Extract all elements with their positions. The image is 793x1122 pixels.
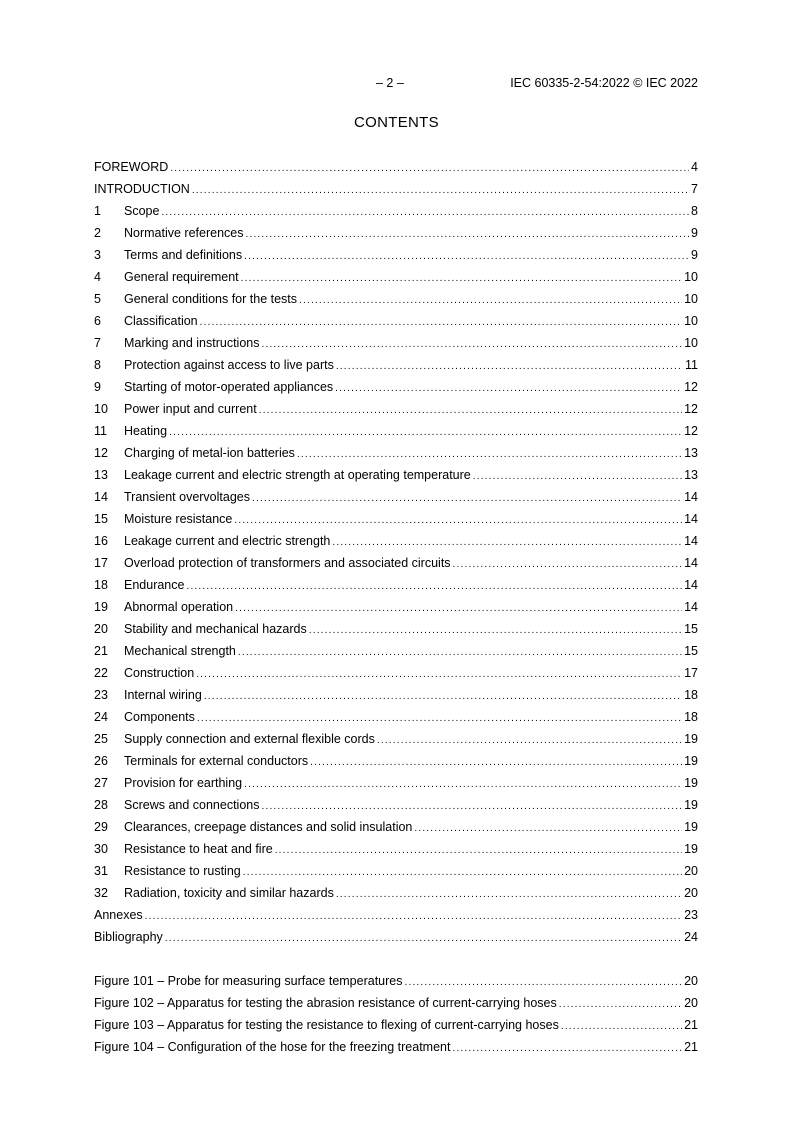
toc-entry-label: FOREWORD	[94, 160, 169, 174]
toc-entry-page: 18	[684, 688, 698, 702]
toc-clause-entry[interactable]	[94, 333, 698, 355]
toc-entry-page: 4	[691, 160, 698, 174]
toc-figure-entry[interactable]	[94, 971, 698, 993]
toc-entry-page: 14	[684, 534, 698, 548]
toc-figure-entry[interactable]	[94, 1037, 698, 1059]
dot-leader	[192, 181, 689, 201]
toc-clause-entry[interactable]	[94, 575, 698, 597]
toc-entry-label: Normative references	[124, 226, 244, 240]
toc-entry-page: 9	[691, 248, 698, 262]
toc-entry-label: Power input and current	[124, 402, 257, 416]
toc-entry-number: 30	[94, 842, 108, 856]
toc-entry-page: 14	[684, 556, 698, 570]
toc-entry-page: 21	[684, 1018, 698, 1032]
toc-entry-label: Components	[124, 710, 195, 724]
toc-entry-page: 24	[684, 930, 698, 944]
toc-entry-label: Screws and connections	[124, 798, 260, 812]
table-of-contents	[94, 157, 698, 1059]
toc-entry-label: Construction	[124, 666, 195, 680]
toc-entry-label: Scope	[124, 204, 160, 218]
dot-leader	[196, 665, 682, 685]
toc-entry-page: 23	[684, 908, 698, 922]
section-spacer	[94, 949, 698, 971]
toc-clause-entry[interactable]	[94, 465, 698, 487]
toc-clause-entry[interactable]	[94, 685, 698, 707]
dot-leader	[377, 731, 682, 751]
dot-leader	[197, 709, 682, 729]
toc-entry-label: Transient overvoltages	[124, 490, 250, 504]
dot-leader	[453, 555, 683, 575]
toc-entry[interactable]	[94, 179, 698, 201]
toc-clause-entry[interactable]	[94, 509, 698, 531]
toc-clause-entry[interactable]	[94, 487, 698, 509]
toc-figure-entry[interactable]	[94, 1015, 698, 1037]
toc-entry-label: Stability and mechanical hazards	[124, 622, 307, 636]
toc-clause-entry[interactable]	[94, 751, 698, 773]
toc-entry-page: 20	[684, 974, 698, 988]
toc-entry-page: 13	[684, 446, 698, 460]
toc-clause-entry[interactable]	[94, 641, 698, 663]
toc-clause-entry[interactable]	[94, 729, 698, 751]
toc-clause-entry[interactable]	[94, 267, 698, 289]
toc-entry-label: Abnormal operation	[124, 600, 234, 614]
toc-clause-entry[interactable]	[94, 245, 698, 267]
toc-entry-label: Figure 101 – Probe for measuring surface temperatures	[94, 974, 403, 988]
toc-entry-label: Figure 103 – Apparatus for testing the resistance to flexing of current-carrying hoses	[94, 1018, 559, 1032]
toc-clause-entry[interactable]	[94, 443, 698, 465]
toc-entry-label: Terminals for external conductors	[124, 754, 309, 768]
toc-entry-number: 2	[94, 226, 101, 240]
dot-leader	[335, 379, 682, 399]
toc-entry-number: 4	[94, 270, 101, 284]
toc-clause-entry[interactable]	[94, 817, 698, 839]
toc-clause-entry[interactable]	[94, 399, 698, 421]
toc-entry-number: 3	[94, 248, 101, 262]
toc-entry[interactable]	[94, 905, 698, 927]
toc-clause-entry[interactable]	[94, 201, 698, 223]
toc-clause-entry[interactable]	[94, 553, 698, 575]
toc-entry-number: 5	[94, 292, 101, 306]
toc-entry-label: Heating	[124, 424, 168, 438]
dot-leader	[332, 533, 682, 553]
toc-entry-label: Endurance	[124, 578, 185, 592]
toc-entry-label: General requirement	[124, 270, 239, 284]
toc-entry-label: General conditions for the tests	[124, 292, 298, 306]
toc-entry-page: 15	[684, 622, 698, 636]
toc-entry-label: Annexes	[94, 908, 143, 922]
toc-entry-label: Resistance to heat and fire	[124, 842, 273, 856]
toc-entry-page: 19	[684, 776, 698, 790]
standard-reference: IEC 60335-2-54:2022 © IEC 2022	[510, 76, 698, 90]
toc-entry-number: 24	[94, 710, 108, 724]
dot-leader	[414, 819, 682, 839]
toc-entry-page: 12	[684, 402, 698, 416]
dot-leader	[161, 203, 689, 223]
toc-clause-entry[interactable]	[94, 421, 698, 443]
toc-entry-page: 20	[684, 996, 698, 1010]
dot-leader	[165, 929, 682, 949]
toc-entry-label: Marking and instructions	[124, 336, 260, 350]
toc-entry-number: 22	[94, 666, 108, 680]
toc-entry-page: 10	[684, 314, 698, 328]
toc-entry-page: 10	[684, 292, 698, 306]
toc-clause-entry[interactable]	[94, 861, 698, 883]
toc-entry-number: 13	[94, 468, 108, 482]
toc-entry-label: Overload protection of transformers and associated circuits	[124, 556, 451, 570]
toc-entry-page: 9	[691, 226, 698, 240]
dot-leader	[204, 687, 682, 707]
dot-leader	[262, 797, 683, 817]
dot-leader	[336, 357, 683, 377]
toc-entry-page: 19	[684, 798, 698, 812]
dot-leader	[241, 269, 682, 289]
toc-entry-number: 21	[94, 644, 108, 658]
toc-entry-number: 17	[94, 556, 108, 570]
toc-entry-page: 12	[684, 424, 698, 438]
toc-clause-entry[interactable]	[94, 597, 698, 619]
page-header	[94, 76, 698, 92]
dot-leader	[145, 907, 682, 927]
toc-entry-page: 20	[684, 886, 698, 900]
toc-entry-page: 15	[684, 644, 698, 658]
dot-leader	[246, 225, 690, 245]
dot-leader	[234, 511, 682, 531]
toc-entry-page: 19	[684, 820, 698, 834]
toc-entry-label: Leakage current and electric strength at operating temperature	[124, 468, 471, 482]
dot-leader	[261, 335, 682, 355]
toc-entry-number: 9	[94, 380, 101, 394]
toc-entry-page: 20	[684, 864, 698, 878]
toc-entry-number: 16	[94, 534, 108, 548]
toc-entry-number: 27	[94, 776, 108, 790]
toc-entry-number: 26	[94, 754, 108, 768]
toc-clause-entry[interactable]	[94, 355, 698, 377]
toc-entry-label: INTRODUCTION	[94, 182, 190, 196]
toc-entry-page: 18	[684, 710, 698, 724]
toc-entry-number: 28	[94, 798, 108, 812]
toc-entry-number: 32	[94, 886, 108, 900]
dot-leader	[170, 159, 689, 179]
toc-entry-page: 7	[691, 182, 698, 196]
dot-leader	[259, 401, 682, 421]
toc-entry-label: Bibliography	[94, 930, 163, 944]
dot-leader	[473, 467, 682, 487]
toc-entry-number: 12	[94, 446, 108, 460]
page-number: – 2 –	[376, 76, 404, 90]
toc-entry-number: 11	[94, 424, 107, 438]
toc-clause-entry[interactable]	[94, 883, 698, 905]
dot-leader	[243, 863, 682, 883]
dot-leader	[235, 599, 682, 619]
dot-leader	[336, 885, 682, 905]
dot-leader	[238, 643, 682, 663]
toc-entry-number: 6	[94, 314, 101, 328]
toc-entry-label: Charging of metal-ion batteries	[124, 446, 295, 460]
toc-clause-entry[interactable]	[94, 289, 698, 311]
dot-leader	[169, 423, 682, 443]
toc-entry-label: Resistance to rusting	[124, 864, 241, 878]
dot-leader	[405, 973, 683, 993]
toc-entry-number: 1	[94, 204, 101, 218]
toc-entry-number: 8	[94, 358, 101, 372]
toc-entry-page: 10	[684, 270, 698, 284]
toc-entry-page: 14	[684, 512, 698, 526]
toc-entry-number: 15	[94, 512, 108, 526]
toc-clause-entry[interactable]	[94, 773, 698, 795]
toc-entry-page: 8	[691, 204, 698, 218]
toc-entry-page: 19	[684, 732, 698, 746]
toc-clause-entry[interactable]	[94, 619, 698, 641]
dot-leader	[309, 621, 682, 641]
toc-entry-label: Internal wiring	[124, 688, 202, 702]
dot-leader	[310, 753, 682, 773]
toc-entry-number: 25	[94, 732, 108, 746]
toc-entry-page: 14	[684, 600, 698, 614]
dot-leader	[244, 775, 682, 795]
toc-entry-number: 31	[94, 864, 108, 878]
toc-entry-page: 19	[684, 754, 698, 768]
toc-entry-label: Supply connection and external flexible cords	[124, 732, 375, 746]
toc-entry-number: 23	[94, 688, 108, 702]
toc-entry-label: Mechanical strength	[124, 644, 236, 658]
toc-entry-page: 14	[684, 578, 698, 592]
dot-leader	[244, 247, 689, 267]
toc-entry-page: 12	[684, 380, 698, 394]
toc-entry-label: Moisture resistance	[124, 512, 233, 526]
toc-clause-entry[interactable]	[94, 707, 698, 729]
dot-leader	[200, 313, 682, 333]
dot-leader	[299, 291, 682, 311]
dot-leader	[252, 489, 682, 509]
toc-clause-entry[interactable]	[94, 311, 698, 333]
dot-leader	[561, 1017, 682, 1037]
toc-clause-entry[interactable]	[94, 531, 698, 553]
toc-entry-page: 13	[684, 468, 698, 482]
toc-entry-page: 19	[684, 842, 698, 856]
toc-entry-number: 10	[94, 402, 108, 416]
toc-clause-entry[interactable]	[94, 795, 698, 817]
toc-figure-entry[interactable]	[94, 993, 698, 1015]
toc-entry-label: Figure 102 – Apparatus for testing the abrasion resistance of current-carrying hoses	[94, 996, 557, 1010]
toc-entry-number: 14	[94, 490, 108, 504]
toc-entry-page: 11	[685, 358, 698, 372]
toc-entry-number: 7	[94, 336, 101, 350]
toc-entry-number: 29	[94, 820, 108, 834]
toc-entry-label: Leakage current and electric strength	[124, 534, 331, 548]
toc-entry-label: Starting of motor-operated appliances	[124, 380, 334, 394]
page-title: CONTENTS	[354, 114, 439, 131]
toc-entry-label: Radiation, toxicity and similar hazards	[124, 886, 334, 900]
toc-entry-number: 18	[94, 578, 108, 592]
toc-entry-number: 19	[94, 600, 108, 614]
toc-entry-label: Clearances, creepage distances and solid insulation	[124, 820, 413, 834]
toc-clause-entry[interactable]	[94, 663, 698, 685]
toc-entry-page: 21	[684, 1040, 698, 1054]
toc-clause-entry[interactable]	[94, 223, 698, 245]
dot-leader	[452, 1039, 682, 1059]
toc-entry-page: 14	[684, 490, 698, 504]
toc-entry-label: Terms and definitions	[124, 248, 243, 262]
toc-entry-number: 20	[94, 622, 108, 636]
toc-entry-label: Protection against access to live parts	[124, 358, 334, 372]
toc-entry-label: Provision for earthing	[124, 776, 243, 790]
toc-entry-label: Figure 104 – Configuration of the hose for the freezing treatment	[94, 1040, 451, 1054]
toc-entry-page: 10	[684, 336, 698, 350]
toc-clause-entry[interactable]	[94, 377, 698, 399]
toc-entry-label: Classification	[124, 314, 198, 328]
dot-leader	[186, 577, 682, 597]
toc-entry[interactable]	[94, 157, 698, 179]
toc-entry[interactable]	[94, 927, 698, 949]
dot-leader	[297, 445, 682, 465]
toc-clause-entry[interactable]	[94, 839, 698, 861]
dot-leader	[559, 995, 682, 1015]
toc-entry-page: 17	[684, 666, 698, 680]
dot-leader	[275, 841, 682, 861]
